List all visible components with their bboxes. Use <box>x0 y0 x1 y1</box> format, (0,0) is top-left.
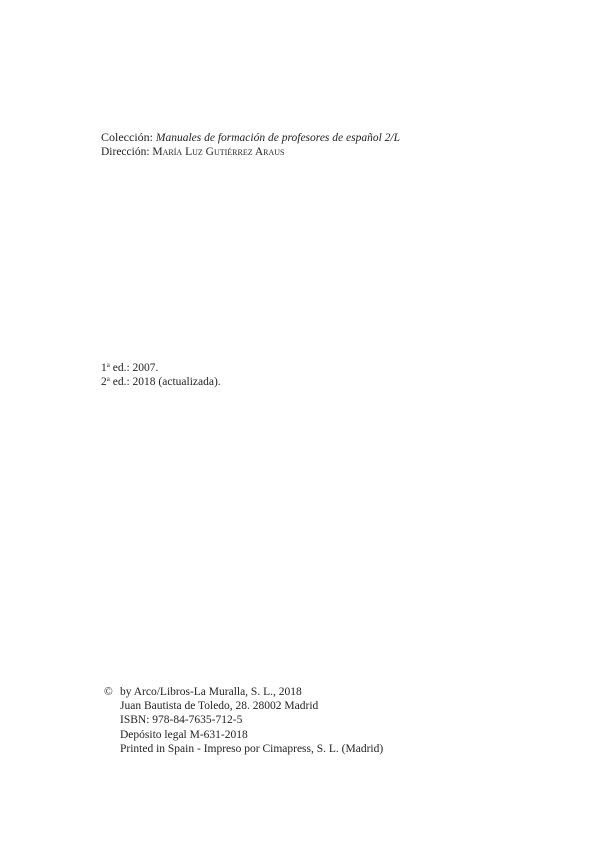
series-info <box>101 130 400 159</box>
publisher-address: Juan Bautista de Toledo, 28. 28002 Madrid <box>120 700 319 713</box>
copyright-line <box>104 685 383 699</box>
imprint-block <box>104 685 383 756</box>
collection-label: Colección: <box>101 130 153 144</box>
editions-info <box>101 361 221 389</box>
copyright-symbol: © <box>104 686 113 698</box>
publisher-text: by Arco/Libros-La Muralla, S. L., 2018 <box>120 686 302 698</box>
isbn-line: ISBN: 978-84-7635-712-5 <box>120 714 243 727</box>
direction-line <box>101 145 400 159</box>
direction-label: Dirección: <box>101 146 150 158</box>
collection-series-title: Manuales de formación de profesores de español 2/L <box>155 132 400 144</box>
edition-line-2: 2$^a$ ed.: 2018 (actualizada). <box>101 375 221 388</box>
director-name: María Luz Gutiérrez Araus <box>152 146 285 158</box>
printer-line: Printed in Spain - Impreso por Cimapress, S. L. (Madrid) <box>120 742 384 755</box>
edition-line-1: 1$^a$ ed.: 2007. <box>101 361 159 374</box>
collection-line <box>101 130 400 145</box>
legal-deposit-line: Depósito legal M-631-2018 <box>120 728 248 741</box>
